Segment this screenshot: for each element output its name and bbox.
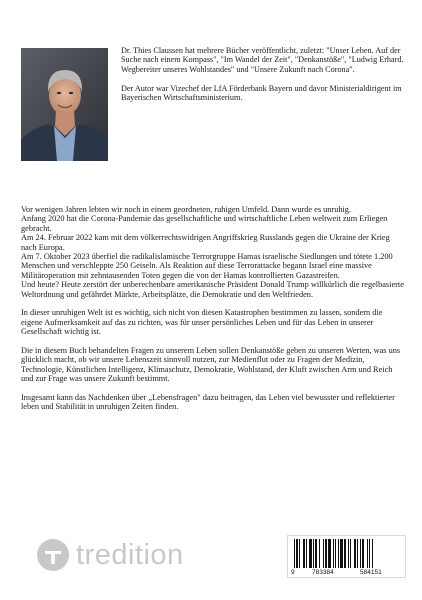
barcode-digits	[290, 569, 403, 578]
barcode-bar	[323, 539, 324, 568]
barcode-bar	[369, 539, 370, 568]
publisher-logo-icon	[36, 538, 70, 572]
author-bio-books: Dr. Thies Claussen hat mehrere Bücher veröffentlicht, zuletzt: "Unser Leben. Auf der Suche nach einem Kompass", "Im Wandel der Zeit", "Denkanstöße", "Ludwig Erhard. Wegbereiter unseres Wohlstandes" und "Unsere Zukunft nach Corona".	[121, 46, 404, 74]
text-line: Und heute? Heute zerstört der unberechenbare amerikanische Präsident Donald Trump willkürlich die regelbasierte Weltordnung und gefährdet Märkte, Arbeitsplätze, die Demokratie und den Weltfrieden.	[21, 280, 404, 299]
barcode-bar	[296, 539, 298, 568]
barcode-bar	[335, 539, 336, 568]
barcode-bar	[309, 539, 312, 568]
barcode-bar	[328, 539, 331, 568]
barcode-bar	[367, 539, 368, 568]
barcode-bar	[313, 539, 314, 568]
barcode-bar	[299, 539, 300, 568]
author-bio	[121, 46, 411, 112]
conclusion-paragraph: Insgesamt kann das Nachdenken über „Lebensfragen" dazu beitragen, das Leben viel bewusster und reflektierter leben und Stabilität in unruhigen Zeiten finden.	[21, 393, 395, 412]
intro-paragraph	[21, 205, 406, 299]
barcode-bar	[319, 539, 320, 568]
barcode-bar	[325, 539, 327, 568]
barcode-lead-digit: 9	[291, 569, 295, 576]
barcode-bar	[354, 539, 356, 568]
text-line: Am 7. Oktober 2023 überfiel die radikalislamische Terrorgruppe Hamas israelische Siedlungen und tötete 1.200 Menschen und verschleppte 250 Geiseln. Als Reaktion auf diese Terrorattacke begann Israel eine massive Militäroperation mit zehntausenden Toten gegen die von der Hamas kontrollierten Gazastreifen.	[21, 252, 393, 280]
importance-paragraph: In dieser unruhigen Welt ist es wichtig, sich nicht von diesen Katastrophen bestimmen zu lassen, sondern die eigene Aufmerksamkeit auf das zu richten, was für unser persönliches Leben und für das Leben in unserer Gesellschaft wichtig ist.	[21, 308, 383, 337]
barcode-bar	[303, 539, 305, 568]
barcode-bar	[362, 539, 364, 568]
back-cover-text	[21, 205, 406, 421]
isbn-barcode	[287, 535, 406, 578]
barcode-bar	[357, 539, 358, 568]
barcode-bar	[372, 539, 373, 568]
barcode-bar	[294, 539, 295, 568]
author-photo	[21, 48, 108, 161]
barcode-bar	[350, 539, 351, 568]
text-line: Anfang 2020 hat die Corona-Pandemie das gesellschaftliche und wirtschaftliche Leben weltweit zum Erliegen gebracht.	[21, 214, 388, 233]
barcode-bar	[315, 539, 317, 568]
barcode-bar	[348, 539, 349, 568]
barcode-bar	[306, 539, 307, 568]
topics-paragraph: Die in diesem Buch behandelten Fragen zu unserem Leben sollen Denkanstöße geben zu unseren Werten, was uns glücklich macht, ob wir unsere Lebenszeit sinnvoll nutzen, zur Medienflut oder zu Fragen der Medizin, Technologie, Künstlichen Intelligenz, Klimaschutz, Demokratie, Wohlstand, der Kluft zwischen Arm und Reich und zur Frage was unsere Zukunft bestimmt.	[21, 346, 401, 384]
publisher-logo	[36, 537, 184, 573]
barcode-bar	[340, 539, 343, 568]
text-line: Am 24. Februar 2022 kam mit dem völkerrechtswidrigen Angriffskrieg Russlands gegen die Ukraine der Krieg nach Europa.	[21, 233, 390, 252]
barcode-bar	[338, 539, 339, 568]
publisher-name: tredition	[76, 538, 184, 571]
text-line: Vor wenigen Jahren lebten wir noch in einem geordneten, ruhigen Umfeld. Dann wurde es unruhig.	[21, 205, 352, 214]
barcode-bar	[360, 539, 361, 568]
barcode-left-group: 783384	[312, 569, 334, 576]
barcode-bar	[344, 539, 346, 568]
barcode-bar	[333, 539, 334, 568]
barcode-right-group: 584151	[360, 569, 382, 576]
author-bio-career: Der Autor war Vizechef der LfA Förderbank Bayern und davor Ministerialdirigent im Bayerischen Wirtschaftsministerium.	[121, 83, 402, 103]
